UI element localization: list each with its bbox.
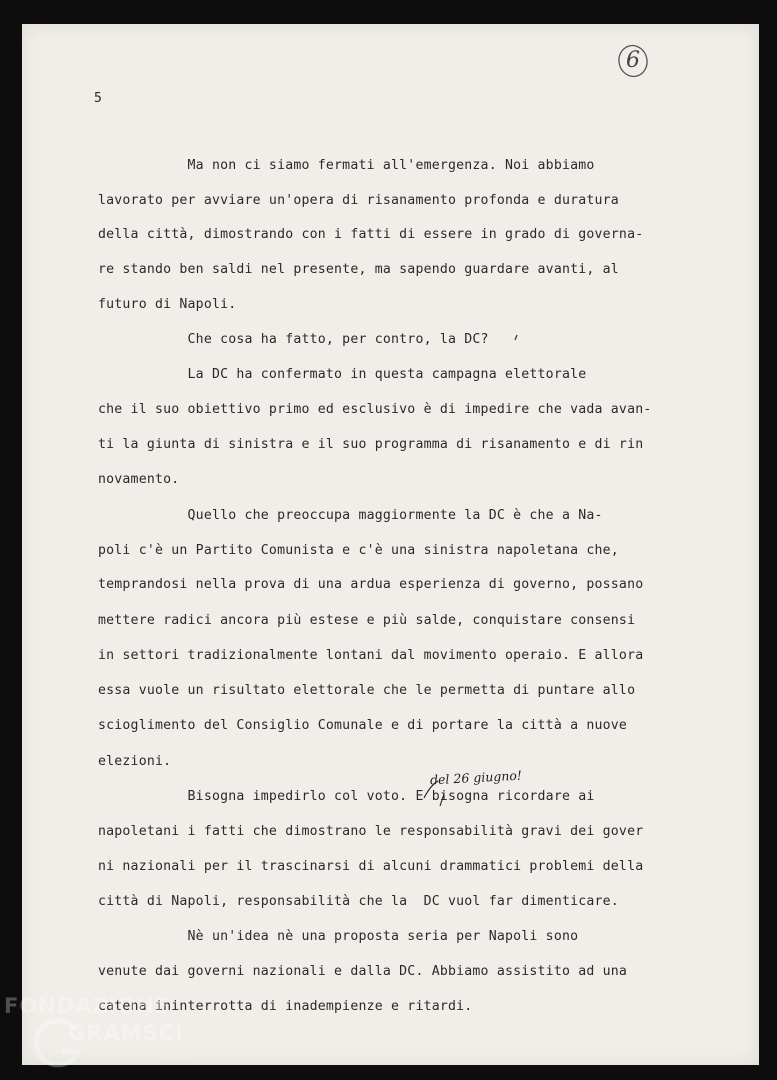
text-line-25: catena ininterrotta di inadempienze e ritardi. bbox=[98, 999, 473, 1014]
text-line-21: ni nazionali per il trascinarsi di alcuni drammatici problemi della bbox=[98, 859, 644, 874]
pen-mark-icon bbox=[513, 334, 521, 342]
text-line-4: re stando ben saldi nel presente, ma sapendo guardare avanti, al bbox=[98, 262, 619, 277]
text-line-5: futuro di Napoli. bbox=[98, 297, 237, 312]
text-line-8: che il suo obiettivo primo ed esclusivo è di impedire che vada avan- bbox=[98, 402, 652, 417]
text-line-17: scioglimento del Consiglio Comunale e di portare la città a nuove bbox=[98, 718, 628, 733]
text-line-24: venute dai governi nazionali e dalla DC. Abbiamo assistito ad una bbox=[98, 964, 628, 979]
text-line-16: essa vuole un risultato elettorale che le permetta di puntare allo bbox=[98, 683, 636, 698]
text-line-2: lavorato per avviare un'opera di risanamento profonda e duratura bbox=[98, 193, 619, 208]
archive-page-digit: 6 bbox=[626, 48, 640, 73]
text-line-1: Ma non ci siamo fermati all'emergenza. Noi abbiamo bbox=[98, 158, 595, 173]
text-line-10: novamento. bbox=[98, 472, 180, 487]
watermark-line-2: GRAMSCI bbox=[68, 1021, 184, 1045]
text-line-23: Nè un'idea nè una proposta seria per Napoli sono bbox=[98, 929, 579, 944]
text-line-3: della città, dimostrando con i fatti di essere in grado di governa- bbox=[98, 227, 644, 242]
text-line-13: temprandosi nella prova di una ardua esperienza di governo, possano bbox=[98, 577, 644, 592]
typed-page-number: 5 bbox=[94, 91, 102, 106]
text-line-7: La DC ha confermato in questa campagna elettorale bbox=[98, 367, 587, 382]
watermark-suffix: onlus bbox=[164, 1052, 189, 1062]
text-line-20: napoletani i fatti che dimostrano le responsabilità gravi dei gover bbox=[98, 824, 644, 839]
archive-page-number bbox=[616, 44, 650, 78]
text-line-6: Che cosa ha fatto, per contro, la DC? bbox=[98, 332, 489, 347]
handwritten-insert: del 26 giugno! bbox=[429, 767, 523, 788]
text-line-12: poli c'è un Partito Comunista e c'è una sinistra napoletana che, bbox=[98, 543, 619, 558]
text-line-9: ti la giunta di sinistra e il suo programma di risanamento e di rin bbox=[98, 437, 644, 452]
document-page bbox=[22, 24, 759, 1065]
text-line-19: Bisogna impedirlo col voto. E bisogna ricordare ai bbox=[98, 789, 595, 804]
text-line-11: Quello che preoccupa maggiormente la DC è che a Na- bbox=[98, 508, 603, 523]
text-line-14: mettere radici ancora più estese e più salde, conquistare consensi bbox=[98, 613, 636, 628]
watermark-line-1: FONDAZIONE bbox=[4, 994, 171, 1018]
text-line-15: in settori tradizionalmente lontani dal movimento operaio. E allora bbox=[98, 648, 644, 663]
text-line-18: elezioni. bbox=[98, 754, 172, 769]
text-line-22: città di Napoli, responsabilità che la DC vuol far dimenticare. bbox=[98, 894, 619, 909]
insertion-caret-icon bbox=[422, 778, 448, 808]
